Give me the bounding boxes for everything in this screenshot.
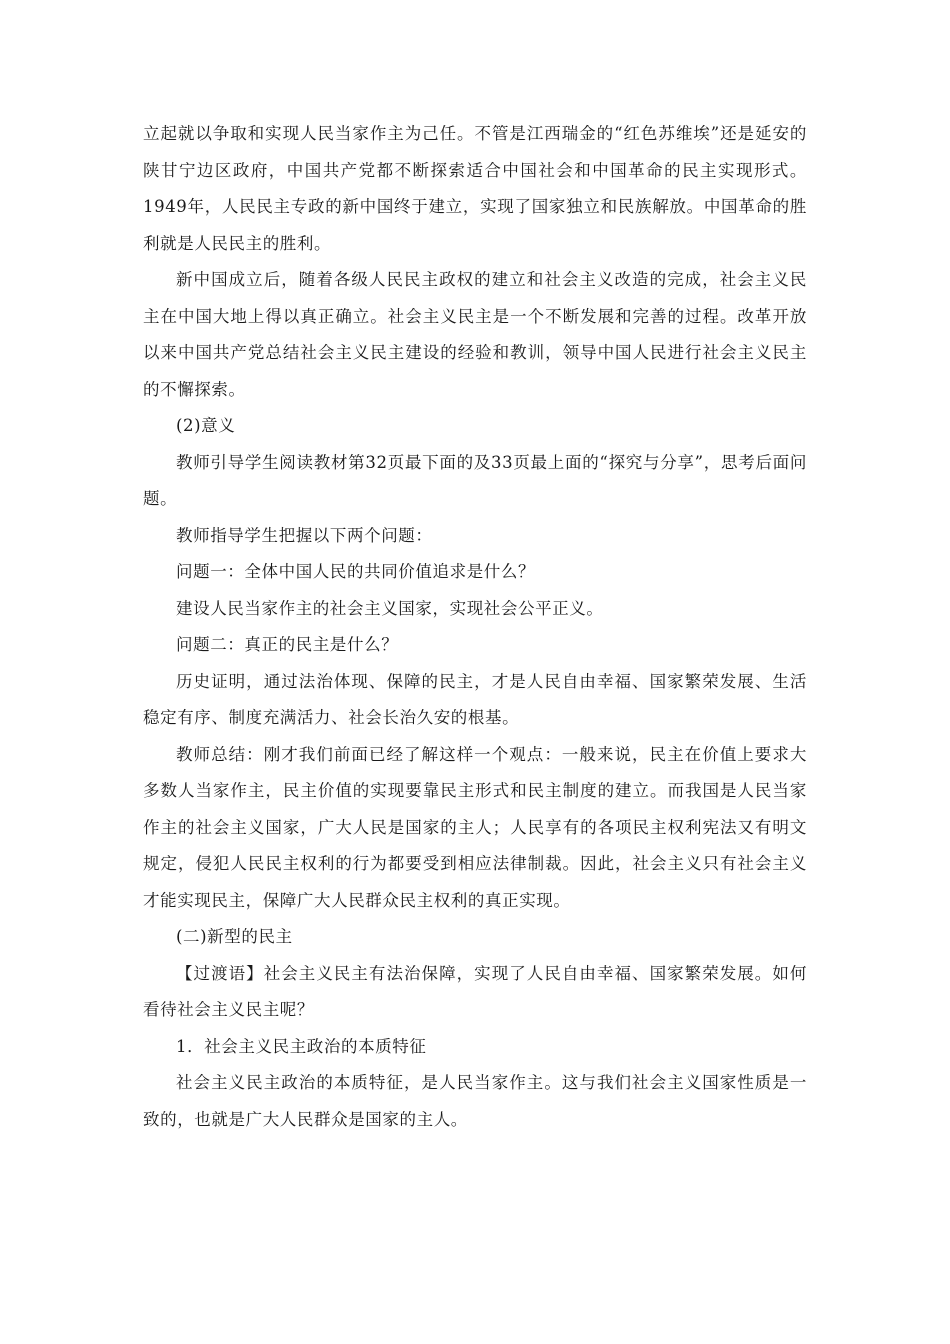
answer: 历史证明，通过法治体现、保障的民主，才是人民自由幸福、国家繁荣发展、生活稳定有序、制度充满活力、社会长治久安的根基。 xyxy=(143,671,807,727)
paragraph: 立起就以争取和实现人民当家作主为己任。不管是江西瑞金的“红色苏维埃”还是延安的陕甘宁边区政府，中国共产党都不断探索适合中国社会和中国革命的民主实现形式。1949年，人民民主专政的新中国终于建立，实现了国家独立和民族解放。中国革命的胜利就是人民民主的胜利。 xyxy=(143,124,807,253)
question: 问题二：真正的民主是什么？ xyxy=(176,635,399,654)
section-heading: (2)意义 xyxy=(176,416,236,435)
paragraph: 教师引导学生阅读教材第32页最下面的及33页最上面的“探究与分享”，思考后面问题。 xyxy=(143,452,807,508)
paragraph: 教师指导学生把握以下两个问题： xyxy=(176,525,433,545)
answer: 建设人民当家作主的社会主义国家，实现社会公平正义。 xyxy=(176,598,604,618)
paragraph: 教师总结：刚才我们前面已经了解这样一个观点：一般来说，民主在价值上要求大多数人当家作主，民主价值的实现要靠民主形式和民主制度的建立。而我国是人民当家作主的社会主义国家，广大人民是国家的主人；人民享有的各项民主权利宪法又有明文规定，侵犯人民民主权利的行为都要受到相应法律制裁。因此，社会主义只有社会主义才能实现民主，保障广大人民群众民主权利的真正实现。 xyxy=(143,744,807,910)
paragraph: 社会主义民主政治的本质特征，是人民当家作主。这与我们社会主义国家性质是一致的，也就是广大人民群众是国家的主人。 xyxy=(143,1073,807,1129)
section-heading: (二)新型的民主 xyxy=(176,927,293,946)
paragraph: 【过渡语】社会主义民主有法治保障，实现了人民自由幸福、国家繁荣发展。如何看待社会主义民主呢？ xyxy=(143,963,807,1019)
question: 问题一：全体中国人民的共同价值追求是什么？ xyxy=(176,562,536,581)
paragraph: 新中国成立后，随着各级人民民主政权的建立和社会主义改造的完成，社会主义民主在中国大地上得以真正确立。社会主义民主是一个不断发展和完善的过程。改革开放以来中国共产党总结社会主义民主建设的经验和教训，领导中国人民进行社会主义民主的不懈探索。 xyxy=(143,270,807,399)
document-body xyxy=(143,116,807,1138)
subsection-heading: 1．社会主义民主政治的本质特征 xyxy=(176,1036,427,1056)
